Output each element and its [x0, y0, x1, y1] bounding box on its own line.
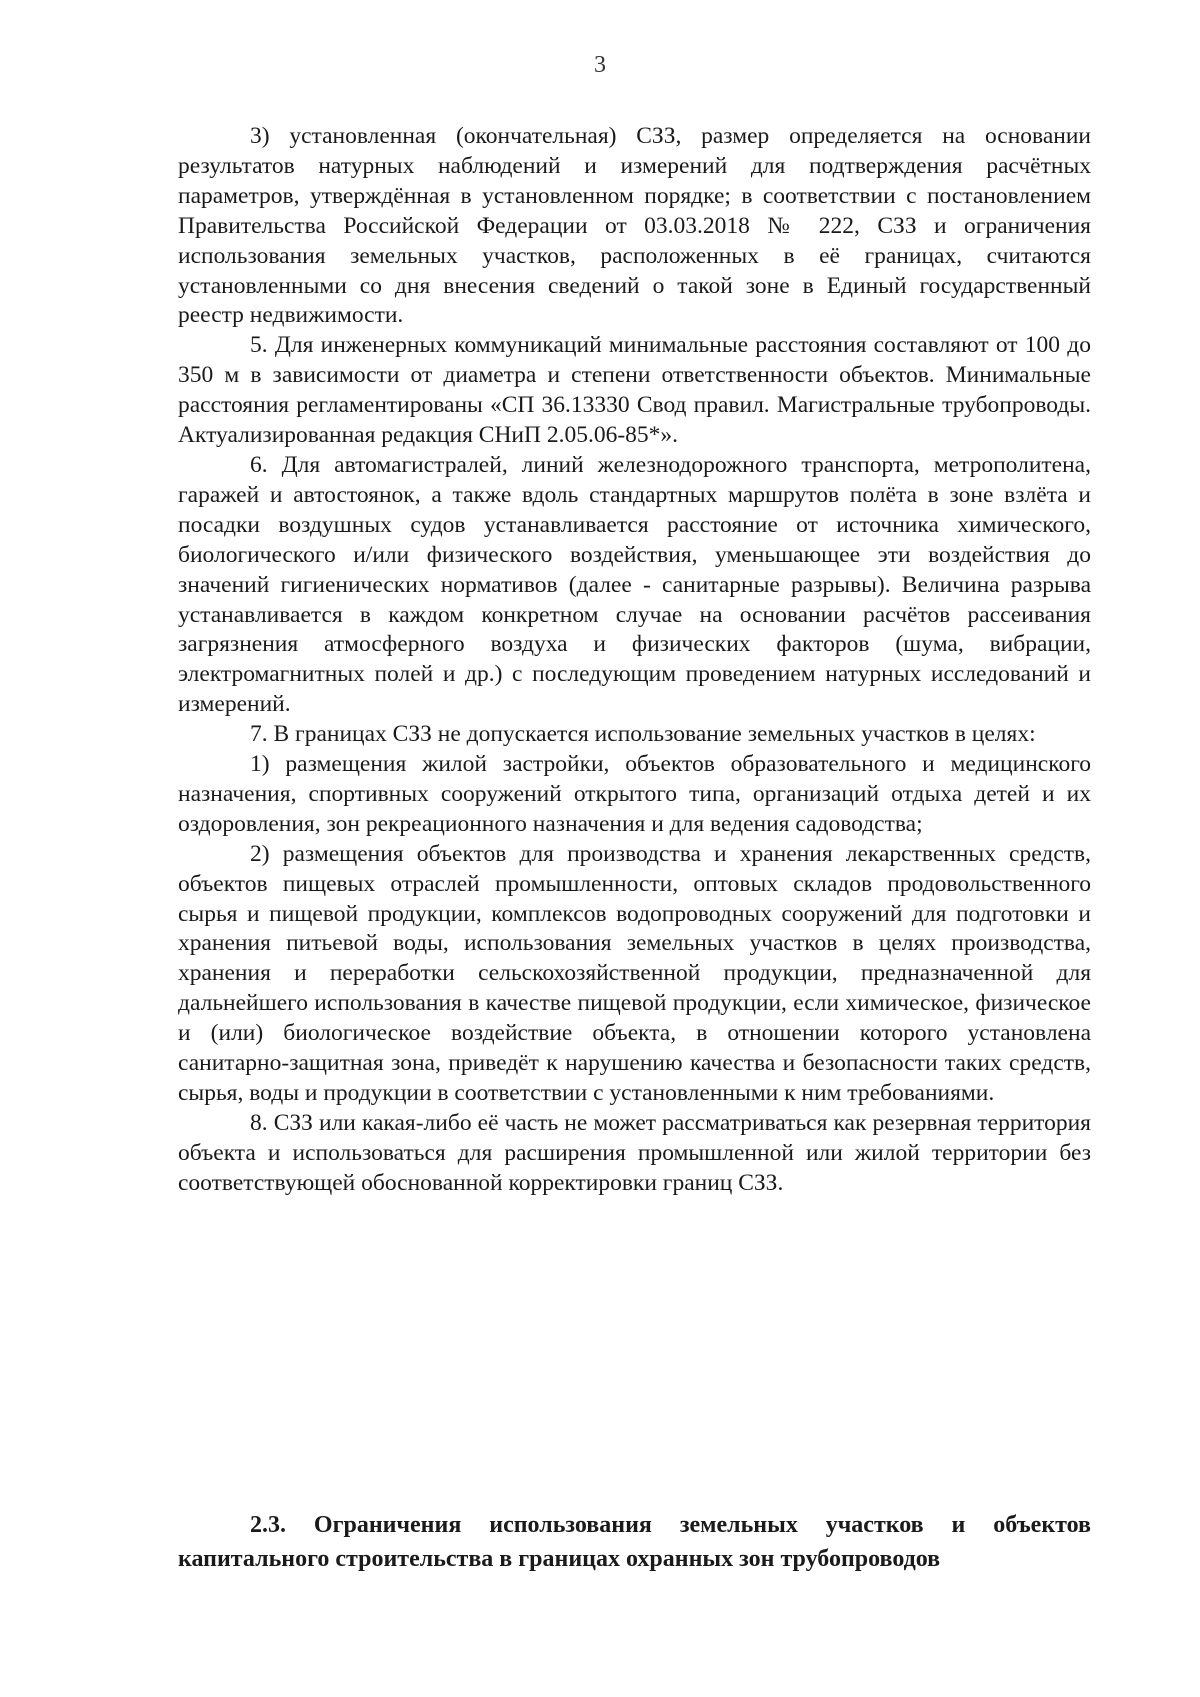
- document-body: [178, 122, 1091, 1199]
- paragraph-item-6: 6. Для автомагистралей, линий железнодорожного транспорта, метрополитена, гаражей и автостоянок, а также вдоль стандартных маршрутов полёта в зоне взлёта и посадки воздушных судов устанавливается расстояние от источника химического, биологического и/или физического воздействия, уменьшающее эти воздействия до значений гигиенических нормативов (далее - санитарные разрывы). Величина разрыва устанавливается в каждом конкретном случае на основании расчётов рассеивания загрязнения атмосферного воздуха и физических факторов (шума, вибрации, электромагнитных полей и др.) с последующим проведением натурных исследований и измерений.: [178, 451, 1091, 718]
- paragraph-item-8: 8. СЗЗ или какая-либо её часть не может рассматриваться как резервная территория объекта и использоваться для расширения промышленной или жилой территории без соответствующей обоснованной корректировки границ СЗЗ.: [178, 1109, 1091, 1196]
- paragraph-item-7: 7. В границах СЗЗ не допускается использование земельных участков в целях:: [250, 721, 1036, 748]
- section-heading: 2.3. Ограничения использования земельных участков и объектов капитального строительства в границах охранных зон трубопроводов: [178, 1512, 1091, 1572]
- paragraph-subitem-2: 2) размещения объектов для производства и хранения лекарственных средств, объектов пищевых отраслей промышленности, оптовых складов продовольственного сырья и пищевой продукции, комплексов водопроводных сооружений для подготовки и хранения питьевой воды, использования земельных участков в целях производства, хранения и переработки сельскохозяйственной продукции, предназначенной для дальнейшего использования в качестве пищевой продукции, если химическое, физическое и (или) биологическое воздействие объекта, в отношении которого установлена санитарно-защитная зона, приведёт к нарушению качества и безопасности таких средств, сырья, воды и продукции в соответствии с установленными к ним требованиями.: [178, 840, 1091, 1106]
- paragraph-item-3: 3) установленная (окончательная) СЗЗ, размер определяется на основании результатов натурных наблюдений и измерений для подтверждения расчётных параметров, утверждённая в установленном порядке; в соответствии с постановлением Правительства Российской Федерации от 03.03.2018 № 222, СЗЗ и ограничения использования земельных участков, расположенных в её границах, считаются установленными со дня внесения сведений о такой зоне в Единый государственный реестр недвижимости.: [178, 123, 1091, 329]
- paragraph-subitem-1: 1) размещения жилой застройки, объектов образовательного и медицинского назначения, спортивных сооружений открытого типа, организаций отдыха детей и их оздоровления, зон рекреационного назначения и для ведения садоводства;: [178, 751, 1091, 837]
- paragraph-item-5: 5. Для инженерных коммуникаций минимальные расстояния составляют от 100 до 350 м в зависимости от диаметра и степени ответственности объектов. Минимальные расстояния регламентированы «СП 36.13330 Свод правил. Магистральные трубопроводы. Актуализированная редакция СНиП 2.05.06-85*».: [178, 332, 1091, 449]
- page-number: 3: [594, 52, 606, 78]
